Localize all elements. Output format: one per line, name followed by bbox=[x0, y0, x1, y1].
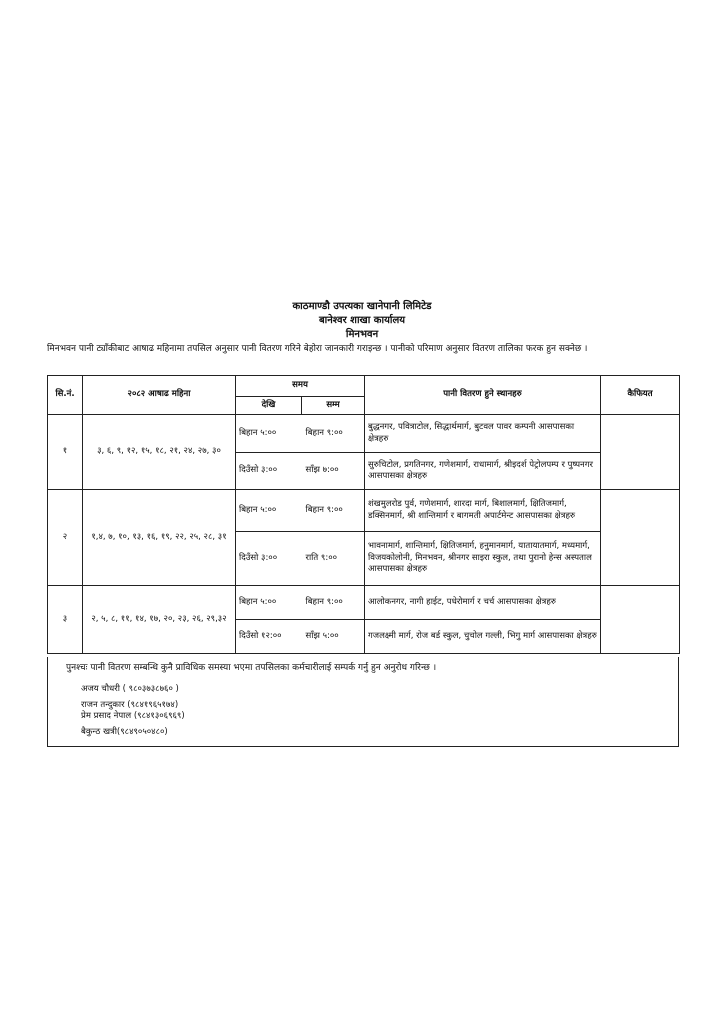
row-sn: १ bbox=[48, 415, 83, 490]
table-row bbox=[48, 586, 680, 620]
row-remarks bbox=[601, 490, 680, 586]
slot-to: साँझ ७:०० bbox=[302, 453, 365, 490]
slot-areas: शंखमुलरोड पुर्व, गणेशमार्ग, शारदा मार्ग, बिशालमार्ग, क्षितिजमार्ग, डक्सिनमार्ग, श्री शान्तिमार्ग र बागमती अपार्टमेन्ट आसपासका क्षेत्रहरु bbox=[365, 490, 601, 532]
office-title: मिनभवन bbox=[345, 329, 379, 340]
header-dates: २०८२ आषाढ महिना bbox=[83, 376, 236, 415]
row-sn: ३ bbox=[48, 586, 83, 654]
slot-areas: गजलक्ष्मी मार्ग, रोज बर्ड स्कुल, चुचोल गल्ली, भिगु मार्ग आसपासका क्षेत्रहरु bbox=[365, 620, 601, 654]
header-areas: पानी वितरण हुने स्थानहरु bbox=[365, 376, 601, 415]
slot-areas: भावनामार्ग, शान्तिमार्ग, क्षितिजमार्ग, हनुमानमार्ग, यातायातमार्ग, मध्यमार्ग, विजयकोलोनी, मिनभवन, श्रीनगर साइरा स्कुल, तथा पुरानो हेन्स अस्पताल आसपासका क्षेत्रहरु bbox=[365, 532, 601, 586]
contact-person: अजय चौधरी ( ९८०३७३८७६० ) bbox=[81, 684, 179, 694]
slot-to: बिहान ९:०० bbox=[302, 415, 365, 453]
row-sn: २ bbox=[48, 490, 83, 586]
slot-from: दिउँसो ३:०० bbox=[236, 532, 302, 586]
header-sn: सि.नं. bbox=[48, 376, 83, 415]
slot-to: बिहान ९:०० bbox=[302, 490, 365, 532]
row-dates: १,४, ७, १०, १३, १६, १९, २२, २५, २८, ३१ bbox=[83, 490, 236, 586]
row-remarks bbox=[601, 586, 680, 654]
slot-to: साँझ ५:०० bbox=[302, 620, 365, 654]
slot-areas: आलोकनगर, नागी हाईट, पधेरोमार्ग र चर्च आसपासका क्षेत्रहरु bbox=[365, 586, 601, 620]
slot-from: दिउँसो १२:०० bbox=[236, 620, 302, 654]
table-row bbox=[48, 490, 680, 532]
slot-from: दिउँसो ३:०० bbox=[236, 453, 302, 490]
header-to: सम्म bbox=[302, 397, 365, 415]
distribution-schedule-table bbox=[47, 375, 680, 654]
table-row bbox=[48, 415, 680, 453]
slot-areas: सुरुचिटोल, प्रगतिनगर, गणेशमार्ग, राधामार्ग, श्रीइदर्श पेट्रोलपम्प र पुष्पनगर आसपासका क्षेत्रहरु bbox=[365, 453, 601, 490]
slot-from: बिहान ५:०० bbox=[236, 586, 302, 620]
slot-areas: बुद्धनगर, पवित्राटोल, सिद्धार्थमार्ग, बुटवल पावर कम्पनी आसपासका क्षेत्रहरु bbox=[365, 415, 601, 453]
contact-person: राजन तन्दुकार (९८४१९६५१७४) bbox=[81, 700, 179, 710]
row-remarks bbox=[601, 415, 680, 490]
intro-paragraph: मिनभवन पानी ट्याँकीबाट आषाढ महिनामा तपसिल अनुसार पानी वितरण गरिने बेहोरा जानकारी गराइन्छ । पानीको परिमाण अनुसार वितरण तालिका फरक हुन सक्नेछ । bbox=[47, 344, 588, 354]
org-title: काठमाण्डौ उपत्यका खानेपानी लिमिटेड bbox=[292, 301, 432, 312]
slot-to: बिहान ९:०० bbox=[302, 586, 365, 620]
contact-person: बैकुन्ठ खत्री(९८४९०५०४८०) bbox=[81, 727, 168, 737]
footer-note-box bbox=[47, 657, 679, 747]
row-dates: ३, ६, ९, १२, १५, १८, २१, २४, २७, ३० bbox=[83, 415, 236, 490]
slot-from: बिहान ५:०० bbox=[236, 415, 302, 453]
header-time: समय bbox=[236, 376, 365, 397]
slot-from: बिहान ५:०० bbox=[236, 490, 302, 532]
slot-to: राति ९:०० bbox=[302, 532, 365, 586]
row-dates: २, ५, ८, ११, १४, १७, २०, २३, २६, २९,३२ bbox=[83, 586, 236, 654]
header-remarks: कैफियत bbox=[601, 376, 680, 415]
footer-note: पुनश्चः पानी वितरण सम्बन्धि कुनै प्राविधिक समस्या भएमा तपसिलका कर्मचारीलाई सम्पर्क गर्नु हुन अनुरोध गरिन्छ । bbox=[66, 663, 437, 673]
branch-title: बानेश्वर शाखा कार्यालय bbox=[318, 315, 406, 326]
header-from: देखि bbox=[236, 397, 302, 415]
contact-person: प्रेम प्रसाद नेपाल (९८४१३०६९६९) bbox=[81, 711, 185, 721]
